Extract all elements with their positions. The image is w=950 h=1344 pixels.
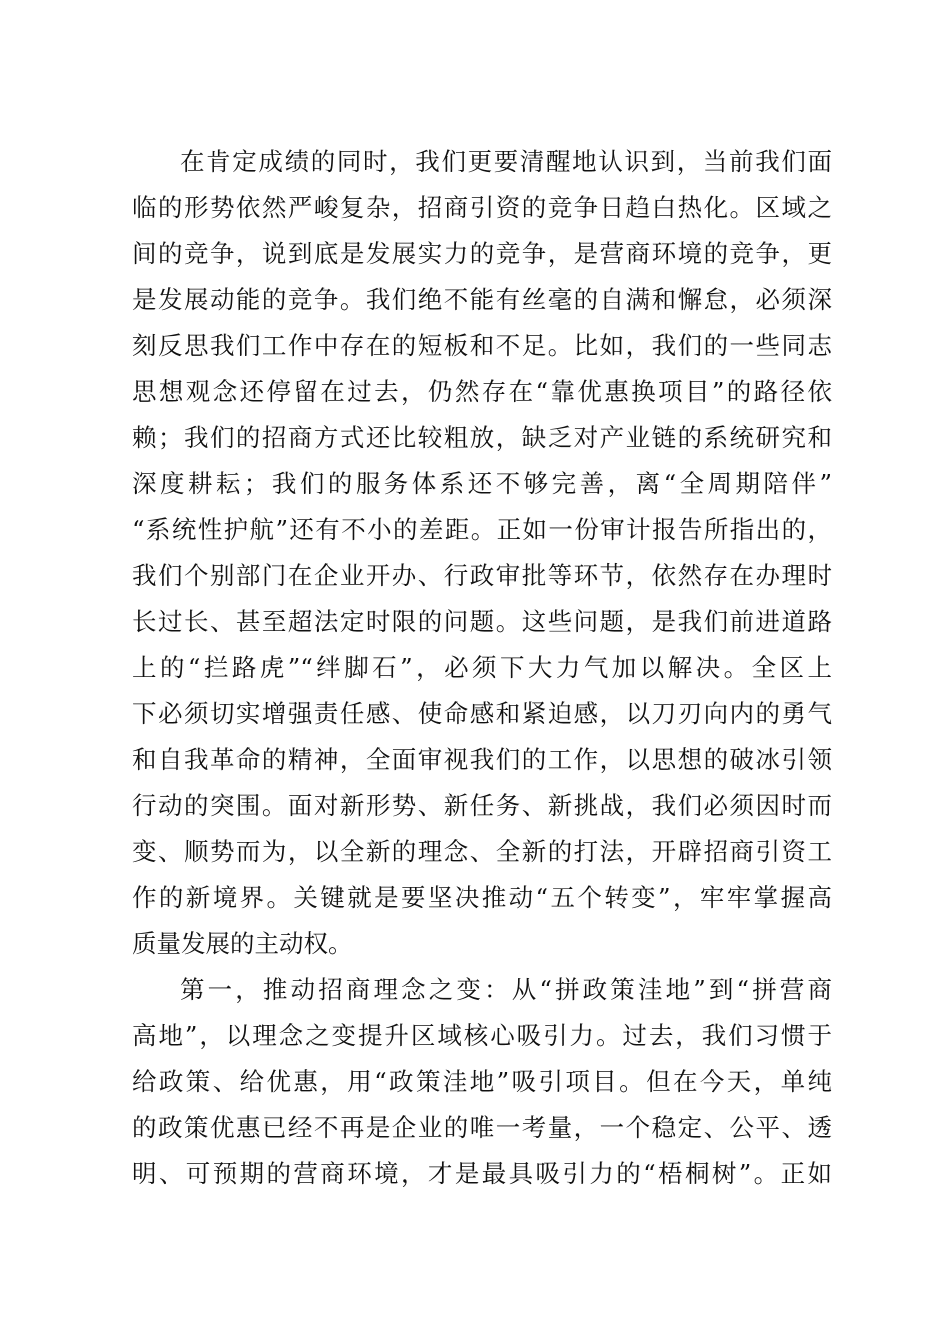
paragraph-1-line-13: 下必须切实增强责任感、使命感和紧迫感，以刀刃向内的勇气	[132, 699, 832, 728]
paragraph-2-line-1: 第一，推动招商理念之变：从“拼政策洼地”到“拼营商	[180, 975, 832, 1004]
paragraph-1-line-18: 质量发展的主动权。	[132, 929, 353, 958]
paragraph-1-line-15: 行动的突围。面对新形势、新任务、新挑战，我们必须因时而	[132, 791, 832, 820]
paragraph-1-line-12: 上的“拦路虎”“绊脚石”，必须下大力气加以解决。全区上	[132, 653, 832, 682]
paragraph-2-line-4: 的政策优惠已经不再是企业的唯一考量，一个稳定、公平、透	[132, 1113, 832, 1142]
paragraph-1-line-2: 临的形势依然严峻复杂，招商引资的竞争日趋白热化。区域之	[132, 193, 832, 222]
paragraph-1-line-3: 间的竞争，说到底是发展实力的竞争，是营商环境的竞争，更	[132, 239, 832, 268]
paragraph-1-line-14: 和自我革命的精神，全面审视我们的工作，以思想的破冰引领	[132, 745, 832, 774]
paragraph-1-line-16: 变、顺势而为，以全新的理念、全新的打法，开辟招商引资工	[132, 837, 832, 866]
paragraph-1-line-1: 在肯定成绩的同时，我们更要清醒地认识到，当前我们面	[180, 147, 832, 176]
paragraph-1-line-9: “系统性护航”还有不小的差距。正如一份审计报告所指出的，	[132, 515, 832, 544]
paragraph-1-line-7: 赖；我们的招商方式还比较粗放，缺乏对产业链的系统研究和	[132, 423, 832, 452]
paragraph-2-line-2: 高地”，以理念之变提升区域核心吸引力。过去，我们习惯于	[132, 1021, 832, 1050]
paragraph-2-line-3: 给政策、给优惠，用“政策洼地”吸引项目。但在今天，单纯	[132, 1067, 832, 1096]
paragraph-1-line-11: 长过长、甚至超法定时限的问题。这些问题，是我们前进道路	[132, 607, 832, 636]
paragraph-2-line-5: 明、可预期的营商环境，才是最具吸引力的“梧桐树”。正如	[132, 1159, 832, 1188]
paragraph-1-line-17: 作的新境界。关键就是要坚决推动“五个转变”，牢牢掌握高	[132, 883, 832, 912]
paragraph-1-line-8: 深度耕耘；我们的服务体系还不够完善，离“全周期陪伴”	[132, 469, 832, 498]
paragraph-1-line-4: 是发展动能的竞争。我们绝不能有丝毫的自满和懈怠，必须深	[132, 285, 832, 314]
paragraph-1-line-10: 我们个别部门在企业开办、行政审批等环节，依然存在办理时	[132, 561, 832, 590]
paragraph-1-line-5: 刻反思我们工作中存在的短板和不足。比如，我们的一些同志	[132, 331, 832, 360]
paragraph-1-line-6: 思想观念还停留在过去，仍然存在“靠优惠换项目”的路径依	[132, 377, 832, 406]
